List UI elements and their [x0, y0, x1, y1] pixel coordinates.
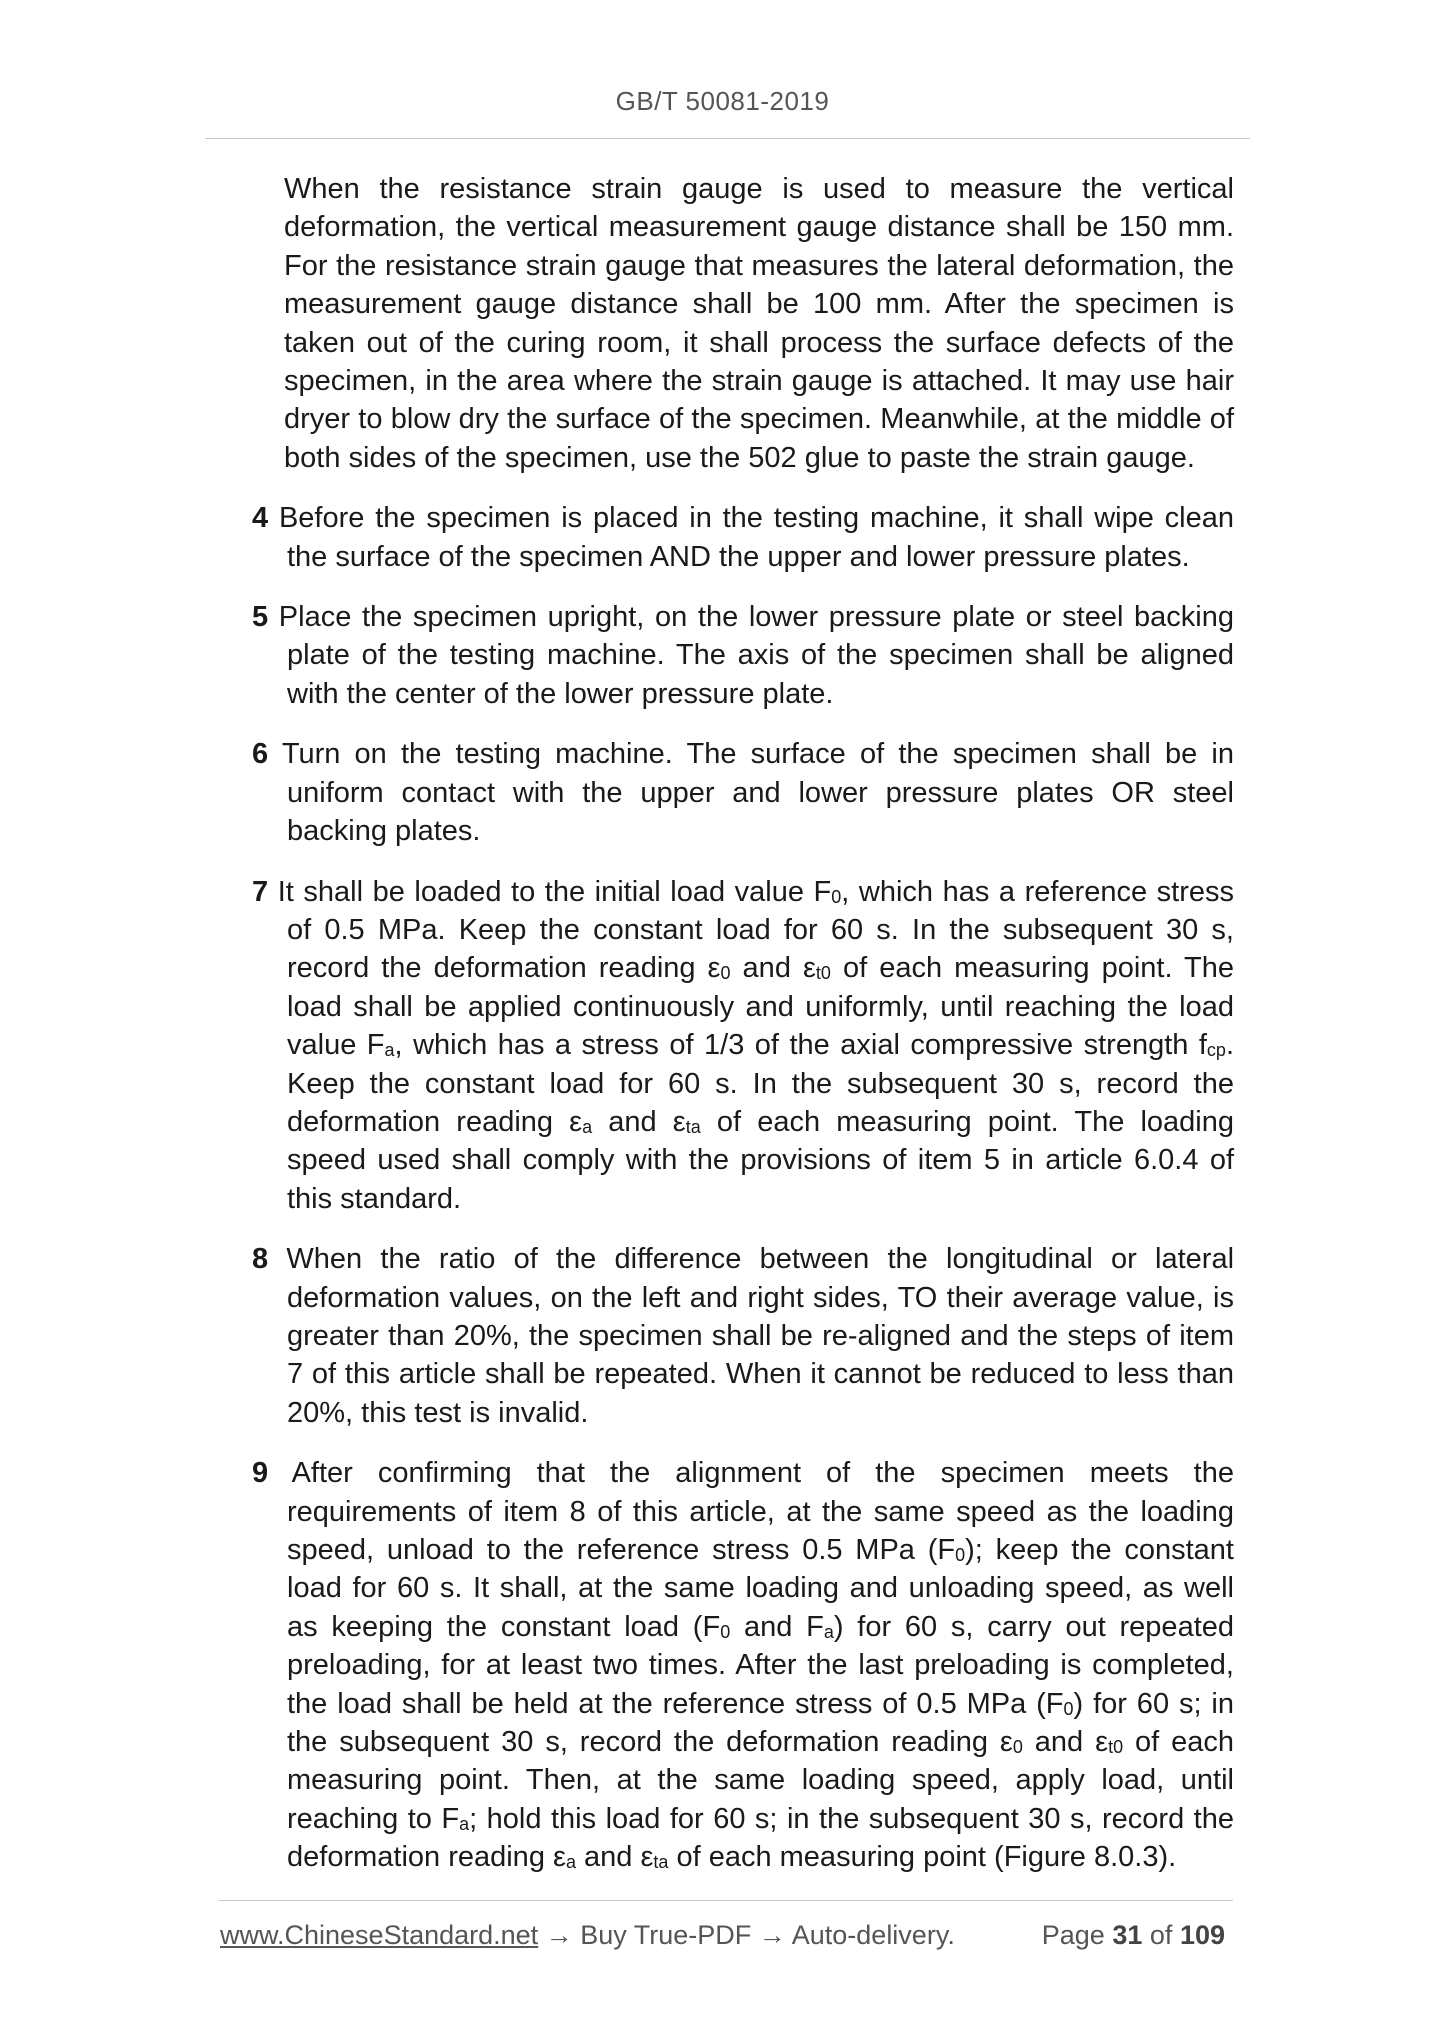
- text-run: It shall be loaded to the initial load value F: [277, 875, 832, 908]
- current-page-number: 31: [1112, 1920, 1143, 1950]
- text-run: , which has a stress of 1/3 of the axial compressive strength f: [394, 1029, 1207, 1062]
- text-run: of each measuring point. The loading speed used shall comply with the provisions of item 5 in article 6.0.4 of this standard.: [287, 1105, 1234, 1215]
- subscript: 0: [720, 1621, 731, 1642]
- subscript: 0: [1012, 1737, 1023, 1758]
- subscript: cp: [1206, 1040, 1226, 1061]
- website-link[interactable]: www.ChineseStandard.net: [220, 1920, 539, 1950]
- item-number: 9: [252, 1457, 269, 1490]
- text-run: of each measuring point. Then, at the same loading speed, apply load, until reaching to F: [287, 1726, 1235, 1835]
- text-run: ); keep the constant load for 60 s. It shall, at the same loading and unloading speed, as well as keeping the constant load (F: [287, 1534, 1234, 1643]
- footer-tagline: → Buy True-PDF → Auto-delivery.: [538, 1920, 955, 1950]
- subscript: t0: [1108, 1737, 1124, 1758]
- item-number: 5: [252, 601, 269, 634]
- item-number: 8: [252, 1243, 269, 1276]
- text-run: and ε: [1022, 1726, 1109, 1759]
- subscript: a: [582, 1116, 593, 1137]
- subscript: a: [565, 1852, 576, 1873]
- item-5: [252, 598, 1234, 713]
- text-run: ) for 60 s, carry out repeated preloading, for at least two times. After the last preloading is completed, the load shall be held at the reference stress of 0.5 MPa (F: [287, 1610, 1235, 1720]
- intro-paragraph: When the resistance strain gauge is used to measure the vertical deformation, the vertical measurement gauge distance shall be 150 mm. For the resistance strain gauge that measures the lateral deformation, the measurement gauge distance shall be 100 mm. After the specimen is taken out of the curing room, it shall process the surface defects of the specimen, in the area where the strain gauge is attached. It may use hair dryer to blow dry the surface of the specimen. Meanwhile, at the middle of both sides of the specimen, use the 502 glue to paste the strain gauge.: [284, 173, 1234, 474]
- document-code-header: GB/T 50081-2019: [615, 86, 830, 116]
- item-number: 6: [252, 738, 269, 771]
- of-label: of: [1149, 1920, 1173, 1950]
- text-run: and F: [730, 1610, 824, 1643]
- text-run: , which has a reference stress of 0.5 MPa. Keep the constant load for 60 s. In the subsequent 30 s, record the deformation reading ε: [287, 875, 1234, 985]
- item-9: [252, 1454, 1234, 1876]
- item-8: [252, 1240, 1234, 1432]
- page-indicator: [1042, 1920, 1225, 1951]
- text-run: . Keep the constant load for 60 s. In the subsequent 30 s, record the deformation reading ε: [287, 1029, 1234, 1138]
- item-text: When the ratio of the difference between the longitudinal or lateral deformation values, on the left and right sides, TO their average value, is greater than 20%, the specimen shall be re-aligned and the steps of item 7 of this article shall be repeated. When it cannot be reduced to less than 20%, this test is invalid.: [286, 1243, 1235, 1429]
- item-number: 7: [252, 875, 269, 908]
- text-run: and ε: [730, 952, 816, 985]
- subscript: a: [384, 1040, 395, 1061]
- subscript: ta: [653, 1852, 669, 1873]
- page-label: Page: [1041, 1920, 1105, 1950]
- subscript: a: [823, 1621, 834, 1642]
- subscript: a: [459, 1813, 470, 1834]
- page-body: [252, 170, 1234, 1899]
- item-text: Before the specimen is placed in the testing machine, it shall wipe clean the surface of the specimen AND the upper and lower pressure plates.: [278, 502, 1234, 573]
- header-divider: [205, 138, 1250, 139]
- page-footer: [220, 1920, 1233, 1960]
- item-4: [252, 499, 1234, 576]
- item-number: 4: [252, 502, 269, 535]
- text-run: ) for 60 s; in the subsequent 30 s, record the deformation reading ε: [287, 1687, 1234, 1759]
- subscript: ta: [685, 1116, 701, 1137]
- item-6: [252, 735, 1234, 850]
- text-run: After confirming that the alignment of the specimen meets the requirements of item 8 of this article, at the same speed as the loading speed, unload to the reference stress 0.5 MPa (F: [287, 1457, 1234, 1566]
- subscript: t0: [815, 963, 831, 984]
- text-run: ; hold this load for 60 s; in the subsequent 30 s, record the deformation reading ε: [287, 1802, 1234, 1874]
- subscript: 0: [1063, 1698, 1074, 1719]
- item-text: Turn on the testing machine. The surface of the specimen shall be in uniform contact with the upper and lower pressure plates OR steel backing plates.: [281, 738, 1234, 848]
- text-run: and ε: [575, 1841, 654, 1874]
- text-run: of each measuring point (Figure 8.0.3).: [668, 1841, 1177, 1874]
- subscript: 0: [720, 963, 731, 984]
- footer-divider: [218, 1900, 1233, 1901]
- text-run: of each measuring point. The load shall be applied continuously and uniformly, until reaching the load value F: [287, 952, 1234, 1062]
- item-text: Place the specimen upright, on the lower pressure plate or steel backing plate of the testing machine. The axis of the specimen shall be aligned with the center of the lower pressure plate.: [278, 601, 1234, 710]
- item-7: [252, 873, 1234, 1219]
- subscript: 0: [831, 886, 842, 907]
- total-pages: 109: [1179, 1920, 1225, 1950]
- text-run: and ε: [592, 1105, 686, 1138]
- subscript: 0: [955, 1545, 966, 1565]
